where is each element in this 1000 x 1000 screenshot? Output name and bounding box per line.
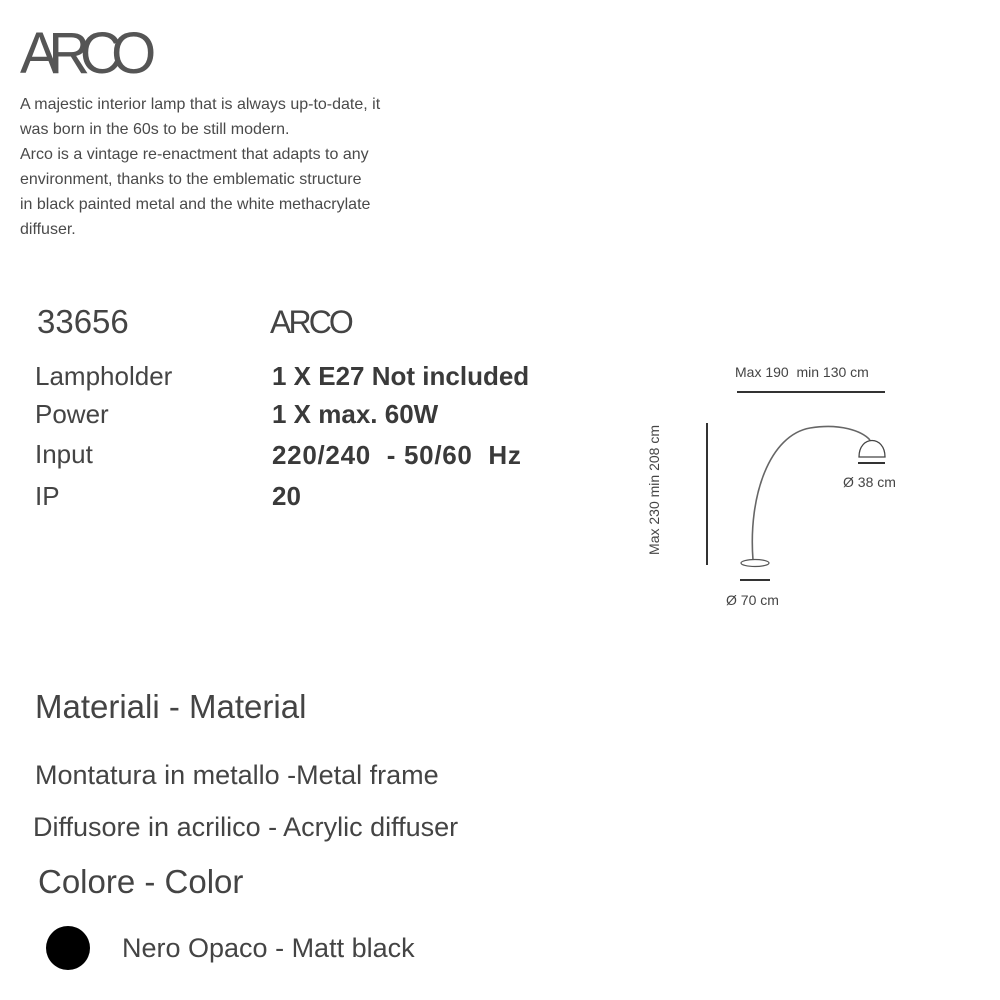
product-description: [20, 92, 380, 242]
lamp-shade: [859, 441, 885, 458]
color-swatch: [46, 926, 90, 970]
spec-label-power: Power: [35, 399, 109, 429]
description-line: in black painted metal and the white methacrylate: [20, 196, 371, 213]
spec-label-lampholder: Lampholder: [35, 361, 173, 391]
material-item: Montatura in metallo -Metal frame: [35, 760, 439, 790]
description-line: diffuser.: [20, 221, 76, 238]
description-line: Arco is a vintage re-enactment that adapts to any: [20, 146, 369, 163]
lamp-arc: [752, 426, 870, 560]
description-line: was born in the 60s to be still modern.: [20, 121, 290, 138]
shade-diameter-label: Ø 38 cm: [843, 474, 896, 490]
page-title: ARCO: [20, 21, 146, 86]
base-diameter-label: Ø 70 cm: [726, 592, 779, 608]
description-line: A majestic interior lamp that is always up-to-date, it: [20, 96, 381, 113]
lamp-base: [741, 560, 769, 567]
spec-label-input: Input: [35, 439, 93, 469]
description-line: environment, thanks to the emblematic structure: [20, 171, 362, 188]
spec-value-ip: 20: [272, 481, 301, 511]
color-name: Nero Opaco - Matt black: [122, 933, 415, 963]
materials-heading: Materiali - Material: [35, 688, 307, 725]
height-dimension-label: Max 230 min 208 cm: [646, 425, 662, 555]
spec-value-power: 1 X max. 60W: [272, 399, 439, 429]
spec-label-ip: IP: [35, 481, 60, 511]
product-code: 33656: [37, 303, 129, 340]
spec-value-input: 220/240 - 50/60 Hz: [272, 440, 522, 470]
product-name: ARCO: [270, 304, 351, 340]
spec-value-lampholder: 1 X E27 Not included: [272, 361, 530, 391]
material-item: Diffusore in acrilico - Acrylic diffuser: [33, 812, 459, 842]
color-heading: Colore - Color: [38, 863, 244, 900]
width-dimension-label: Max 190 min 130 cm: [735, 364, 869, 380]
lamp-dimension-diagram: [640, 355, 910, 615]
